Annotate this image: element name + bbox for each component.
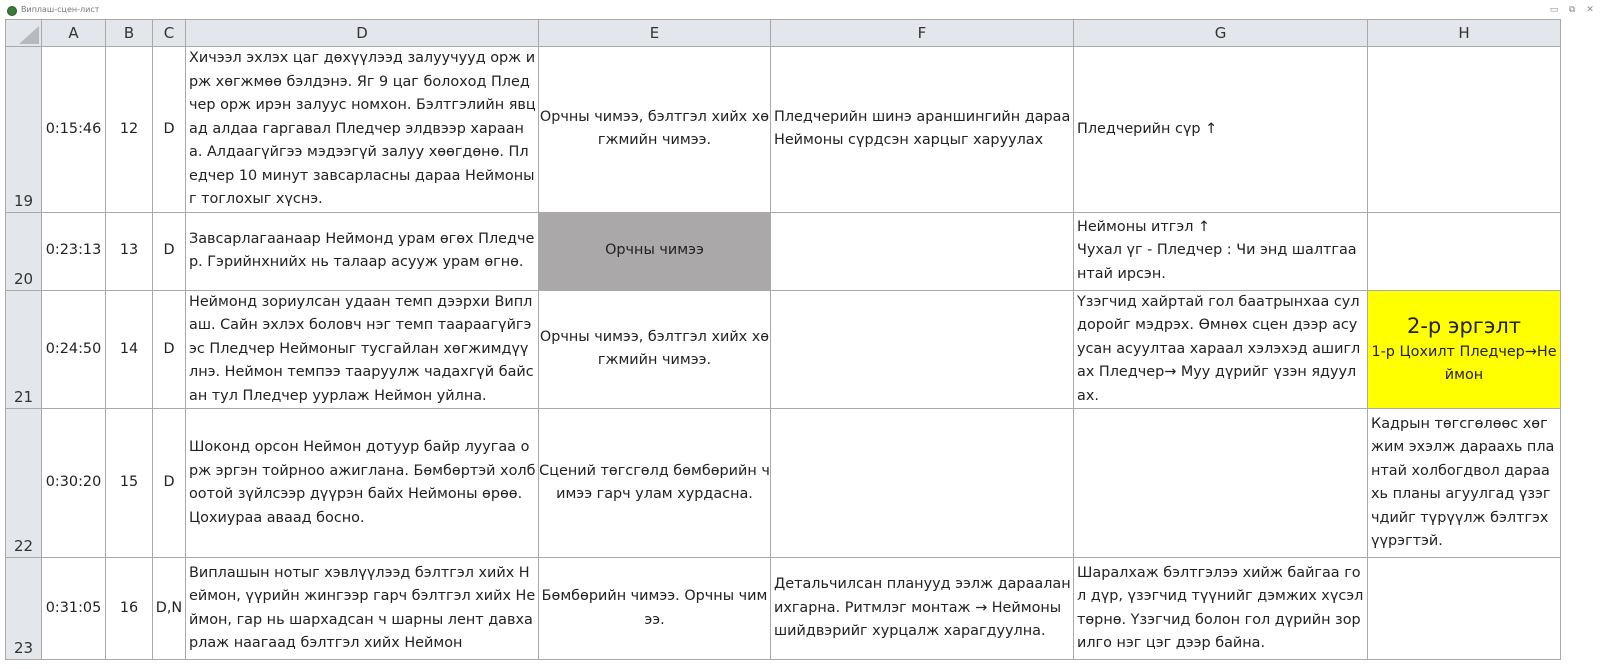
cell-time[interactable]: 0:23:13	[42, 212, 106, 290]
cell-camera[interactable]	[771, 290, 1074, 409]
cell-scene[interactable]: 14	[106, 290, 153, 409]
column-header-c[interactable]: C	[153, 20, 186, 47]
cell-emotion[interactable]	[1074, 409, 1368, 558]
row-header[interactable]: 22	[6, 409, 42, 558]
cell-scene[interactable]: 16	[106, 558, 153, 660]
cell-time[interactable]: 0:15:46	[42, 47, 106, 213]
cell-note[interactable]: Кадрын төгсгөлөөс хөгжим эхэлж дараахь плантай холбогдвол дараахь планы агуулгад үзэгчдийг түрүүлж бэлтгэх үүрэгтэй.	[1368, 409, 1561, 558]
table-row	[6, 212, 1561, 290]
column-header-a[interactable]: A	[42, 20, 106, 47]
cell-scene[interactable]: 12	[106, 47, 153, 213]
cell-sound[interactable]: Сцений төгсгөлд бөмбөрийн чимээ гарч улам хурдасна.	[539, 409, 771, 558]
column-header-e[interactable]: E	[539, 20, 771, 47]
cell-note[interactable]	[1368, 47, 1561, 213]
table-row	[6, 409, 1561, 558]
cell-emotion[interactable]	[1074, 212, 1368, 290]
table-row	[6, 47, 1561, 213]
cell-type[interactable]: D	[153, 212, 186, 290]
restore-icon[interactable]: ⧉	[1568, 5, 1576, 15]
column-header-f[interactable]: F	[771, 20, 1074, 47]
cell-time[interactable]: 0:30:20	[42, 409, 106, 558]
row-header[interactable]: 21	[6, 290, 42, 409]
cell-sound[interactable]: Бөмбөрийн чимээ. Орчны чимээ.	[539, 558, 771, 660]
row-header[interactable]: 23	[6, 558, 42, 660]
table-row	[6, 558, 1561, 660]
cell-description[interactable]: Хичээл эхлэх цаг дөхүүлээд залуучууд орж ирж хөгжмөө бэлдэнэ. Яг 9 цаг болоход Пледчер орж ирэн залуус номхон. Бэлтгэлийн явцад алдаа гаргавал Пледчер элдвээр хараана. Алдаагүйгээ мэдээгүй залуу хөөгдөнө. Пледчер 10 минут завсарласны дараа Неймоныг тоглохыг хүснэ.	[186, 47, 539, 213]
column-header-d[interactable]: D	[186, 20, 539, 47]
cell-emotion[interactable]: Пледчерийн сүр ↑	[1074, 47, 1368, 213]
app-icon	[7, 6, 17, 16]
cell-sound[interactable]: Орчны чимээ, бэлтгэл хийх хөгжмийн чимээ.	[539, 290, 771, 409]
spreadsheet-grid	[5, 19, 1561, 660]
cell-type[interactable]: D,N	[153, 558, 186, 660]
turning-point-subtitle: 1-р Цохилт Пледчер→Неймон	[1371, 343, 1557, 384]
window-titlebar	[0, 0, 1600, 19]
window-title: Виплаш-сцен-лист	[21, 5, 100, 14]
cell-time[interactable]: 0:24:50	[42, 290, 106, 409]
row-header[interactable]: 20	[6, 212, 42, 290]
cell-note-highlight[interactable]	[1368, 290, 1561, 409]
cell-emotion[interactable]: Үзэгчид хайртай гол баатрынхаа сул доройг мэдрэх. Өмнөх сцен дээр асуусан асуултаа хараал хэлэхэд ашиглах Пледчер→ Муу дүрийг үзэн ядуулах.	[1074, 290, 1368, 409]
select-all-corner[interactable]	[6, 20, 42, 47]
cell-description[interactable]: Шоконд орсон Неймон дотуур байр луугаа орж эргэн тойрноо ажиглана. Бөмбөртэй холбоотой зүйлсээр дүүрэн байх Неймоны өрөө. Цохиураа аваад босно.	[186, 409, 539, 558]
cell-sound[interactable]: Орчны чимээ, бэлтгэл хийх хөгжмийн чимээ.	[539, 47, 771, 213]
cell-type[interactable]: D	[153, 290, 186, 409]
cell-description[interactable]: Неймонд зориулсан удаан темп дээрхи Виплаш. Сайн эхлэх боловч нэг темп таараагүйгээс Пледчер Неймоныг тусгайлан хөгжимдүүлнэ. Неймон темпээ тааруулж чадахгүй байсан тул Пледчер уурлаж Неймон уйлна.	[186, 290, 539, 409]
cell-camera[interactable]	[771, 212, 1074, 290]
cell-sound[interactable]: Орчны чимээ	[539, 212, 771, 290]
cell-camera[interactable]	[771, 409, 1074, 558]
column-header-row	[6, 20, 1561, 47]
column-header-h[interactable]: H	[1368, 20, 1561, 47]
cell-type[interactable]: D	[153, 409, 186, 558]
cell-scene[interactable]: 15	[106, 409, 153, 558]
cell-note[interactable]	[1368, 212, 1561, 290]
cell-camera[interactable]: Пледчерийн шинэ араншингийн дараа Неймоны сүрдсэн харцыг харуулах	[771, 47, 1074, 213]
cell-scene[interactable]: 13	[106, 212, 153, 290]
minimize-icon[interactable]: ▭	[1549, 5, 1559, 15]
cell-emotion-line: Чухал үг - Пледчер : Чи энд шалтгаантай ирсэн.	[1077, 242, 1357, 282]
cell-emotion-line: Неймоны итгэл ↑	[1077, 218, 1211, 235]
cell-note[interactable]	[1368, 558, 1561, 660]
cell-emotion[interactable]: Шаралхаж бэлтгэлээ хийж байгаа гол дүр, үзэгчид түүнийг дэмжих хүсэл төрнө. Үзэгчид болон гол дүрийн зорилго нэг цэг дээр байна.	[1074, 558, 1368, 660]
cell-camera[interactable]: Детальчилсан планууд ээлж дараалан ихгарна. Ритмлэг монтаж → Неймоны шийдвэрийг хурцалж харагдуулна.	[771, 558, 1074, 660]
turning-point-title: 2-р эргэлт	[1406, 313, 1521, 338]
table-row	[6, 290, 1561, 409]
cell-type[interactable]: D	[153, 47, 186, 213]
row-header[interactable]: 19	[6, 47, 42, 213]
cell-time[interactable]: 0:31:05	[42, 558, 106, 660]
cell-description[interactable]: Виплашын нотыг хэвлүүлээд бэлтгэл хийх Неймон, үүрийн жингээр гарч бэлтгэл хийх Неймон, гар нь шархадсан ч шарны лент давхарлаж наагаад бэлтгэл хийх Неймон	[186, 558, 539, 660]
cell-description[interactable]: Завсарлагаанаар Неймонд урам өгөх Пледчер. Гэрийнхнийх нь талаар асууж урам өгнө.	[186, 212, 539, 290]
close-icon[interactable]: ✕	[1586, 5, 1594, 15]
column-header-g[interactable]: G	[1074, 20, 1368, 47]
column-header-b[interactable]: B	[106, 20, 153, 47]
